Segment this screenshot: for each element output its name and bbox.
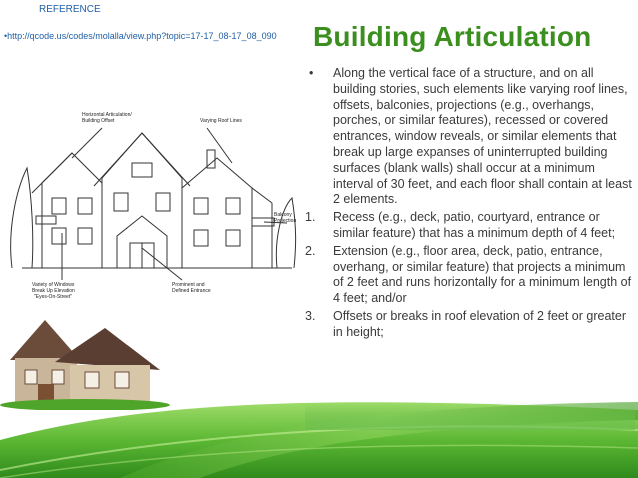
svg-text:Projection: Projection — [274, 218, 297, 224]
svg-text:Defined Entrance: Defined Entrance — [172, 288, 211, 294]
numbered-item-3 — [305, 309, 635, 341]
annotation-windows: Variety of Windows — [32, 282, 75, 288]
bullet-marker: • — [309, 66, 314, 80]
bullet-text: Along the vertical face of a structure, and on all building stories, such elements like varying roof lines, offsets, balconies, projections (e.g., overhangs, porches, or similar features), recessed or covered entrances, window reveals, or similar elements that break up large expanses of uninterrupted building surfaces (blank walls) shall occur at a minimum interval of 30 feet, and each floor shall contain at least 2 elements. — [333, 66, 632, 207]
reference-label: REFERENCE — [39, 4, 101, 15]
numbered-item-2 — [305, 244, 635, 307]
numbered-item-text: Offsets or breaks in roof elevation of 2 feet or greater in height; — [333, 308, 626, 339]
slide-title: Building Articulation — [313, 21, 592, 52]
svg-text:"Eyes-On-Street": "Eyes-On-Street" — [34, 294, 73, 300]
numbered-item-number: 2. — [305, 243, 316, 258]
numbered-item-text: Recess (e.g., deck, patio, courtyard, entrance or similar feature) that has a minimum depth of 4 feet; — [333, 210, 616, 240]
svg-text:Break Up Elevation: Break Up Elevation — [32, 288, 75, 294]
annotation-horizontal: Horizontal Articulation/ — [82, 112, 132, 118]
numbered-item-number: 1. — [305, 210, 316, 225]
body-text — [305, 66, 635, 341]
svg-text:Building Offset: Building Offset — [82, 118, 115, 124]
annotation-entrance: Prominent and — [172, 282, 205, 288]
annotation-balcony: Balcony — [274, 212, 292, 218]
text-fade-overlay — [305, 402, 635, 430]
architectural-elevation-drawing — [2, 108, 302, 308]
annotation-roof: Varying Roof Lines — [200, 118, 242, 124]
numbered-item-text: Extension (e.g., floor area, deck, patio, entrance, overhang, or similar feature) that projects a minimum of 2 feet and runs horizontally for a minimum length of 4 feet; and/or — [333, 243, 632, 306]
numbered-item-1 — [305, 210, 635, 242]
house-illustration — [0, 300, 170, 410]
reference-link[interactable]: •http://qcode.us/codes/molalla/view.php?topic=17-17_08-17_08_090 — [4, 31, 277, 41]
numbered-item-number: 3. — [305, 308, 316, 323]
bullet-item — [305, 66, 635, 208]
